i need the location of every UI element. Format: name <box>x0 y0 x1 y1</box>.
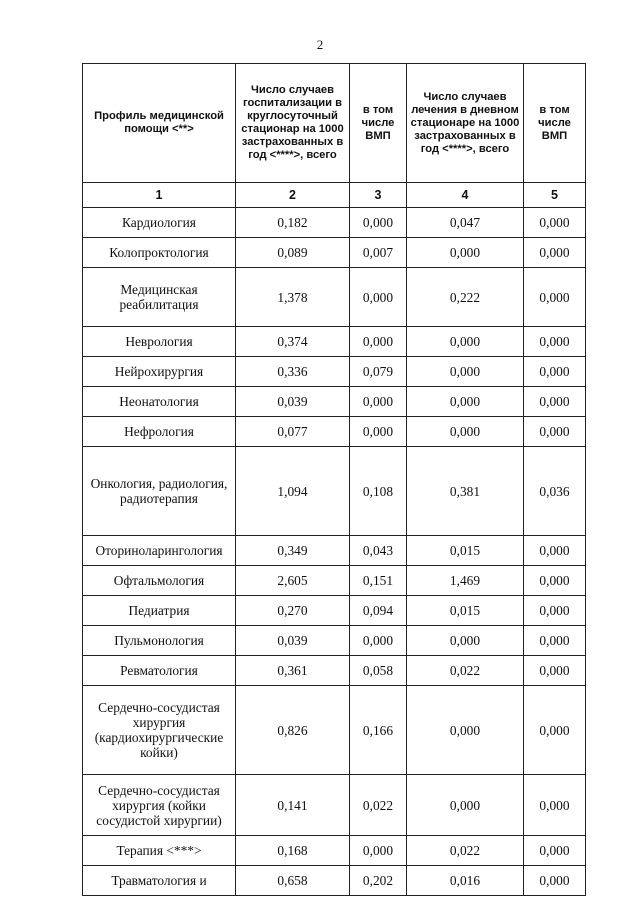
table-row <box>83 357 586 387</box>
cell-profile: Кардиология <box>83 208 236 238</box>
cell-profile: Пульмонология <box>83 626 236 656</box>
cell-profile: Педиатрия <box>83 596 236 626</box>
cell-value: 0,000 <box>407 327 524 357</box>
page-number: 2 <box>316 37 324 52</box>
header-hospital-cases: Число случаев госпитализации в круглосуточный стационар на 1000 застрахованных в год <****>, всего <box>236 64 350 183</box>
cell-value: 1,094 <box>236 447 350 536</box>
cell-value: 0,000 <box>350 836 407 866</box>
cell-value: 0,000 <box>524 327 586 357</box>
cell-value: 0,022 <box>407 836 524 866</box>
cell-value: 0,361 <box>236 656 350 686</box>
table-row <box>83 566 586 596</box>
cell-value: 0,374 <box>236 327 350 357</box>
column-number: 3 <box>350 183 407 208</box>
column-number: 2 <box>236 183 350 208</box>
cell-value: 0,000 <box>407 686 524 775</box>
table-row <box>83 268 586 327</box>
cell-value: 0,000 <box>524 238 586 268</box>
cell-profile: Сердечно-сосудистая хирургия (койки сосудистой хирургии) <box>83 775 236 836</box>
cell-profile: Неврология <box>83 327 236 357</box>
cell-value: 0,658 <box>236 866 350 896</box>
cell-profile: Колопроктология <box>83 238 236 268</box>
cell-value: 0,000 <box>407 775 524 836</box>
cell-value: 0,141 <box>236 775 350 836</box>
column-number-row <box>83 183 586 208</box>
cell-value: 0,000 <box>524 836 586 866</box>
cell-value: 0,043 <box>350 536 407 566</box>
table-row <box>83 596 586 626</box>
cell-value: 0,000 <box>524 387 586 417</box>
cell-value: 0,000 <box>524 626 586 656</box>
table-row <box>83 387 586 417</box>
cell-value: 0,151 <box>350 566 407 596</box>
cell-value: 0,336 <box>236 357 350 387</box>
table-row <box>83 447 586 536</box>
cell-profile: Сердечно-сосудистая хирургия (кардиохирургические койки) <box>83 686 236 775</box>
header-day-cases: Число случаев лечения в дневном стационаре на 1000 застрахованных в год <****>, всего <box>407 64 524 183</box>
cell-value: 1,378 <box>236 268 350 327</box>
cell-value: 0,000 <box>407 357 524 387</box>
cell-profile: Травматология и <box>83 866 236 896</box>
cell-value: 0,000 <box>524 596 586 626</box>
cell-profile: Терапия <***> <box>83 836 236 866</box>
cell-value: 0,015 <box>407 596 524 626</box>
cell-value: 0,108 <box>350 447 407 536</box>
cell-value: 1,469 <box>407 566 524 596</box>
table-row <box>83 238 586 268</box>
column-number: 1 <box>83 183 236 208</box>
cell-value: 0,036 <box>524 447 586 536</box>
cell-value: 0,168 <box>236 836 350 866</box>
cell-value: 0,826 <box>236 686 350 775</box>
cell-value: 0,000 <box>524 566 586 596</box>
cell-value: 0,202 <box>350 866 407 896</box>
cell-value: 0,000 <box>524 536 586 566</box>
cell-value: 0,000 <box>524 656 586 686</box>
cell-value: 0,077 <box>236 417 350 447</box>
cell-value: 0,058 <box>350 656 407 686</box>
cell-profile: Ревматология <box>83 656 236 686</box>
cell-profile: Нейрохирургия <box>83 357 236 387</box>
table-row <box>83 327 586 357</box>
statistics-table <box>82 63 586 896</box>
cell-value: 0,089 <box>236 238 350 268</box>
cell-value: 0,000 <box>350 387 407 417</box>
table-row <box>83 536 586 566</box>
cell-value: 0,000 <box>524 357 586 387</box>
header-hospital-vmp: в том числе ВМП <box>350 64 407 183</box>
cell-value: 0,039 <box>236 626 350 656</box>
cell-value: 0,094 <box>350 596 407 626</box>
table-row <box>83 208 586 238</box>
cell-value: 0,000 <box>524 866 586 896</box>
cell-value: 0,016 <box>407 866 524 896</box>
column-number: 4 <box>407 183 524 208</box>
cell-value: 0,000 <box>350 417 407 447</box>
cell-value: 0,000 <box>524 208 586 238</box>
cell-value: 0,270 <box>236 596 350 626</box>
cell-value: 0,000 <box>407 387 524 417</box>
cell-value: 0,182 <box>236 208 350 238</box>
cell-value: 0,000 <box>407 417 524 447</box>
header-day-vmp: в том числе ВМП <box>524 64 586 183</box>
cell-value: 0,381 <box>407 447 524 536</box>
cell-profile: Медицинская реабилитация <box>83 268 236 327</box>
table-row <box>83 836 586 866</box>
cell-value: 0,000 <box>350 208 407 238</box>
header-row <box>83 64 586 183</box>
cell-value: 0,015 <box>407 536 524 566</box>
table-row <box>83 686 586 775</box>
cell-value: 2,605 <box>236 566 350 596</box>
cell-profile: Офтальмология <box>83 566 236 596</box>
cell-value: 0,022 <box>407 656 524 686</box>
cell-value: 0,166 <box>350 686 407 775</box>
cell-value: 0,000 <box>524 417 586 447</box>
cell-value: 0,039 <box>236 387 350 417</box>
cell-value: 0,000 <box>524 686 586 775</box>
cell-profile: Оториноларингология <box>83 536 236 566</box>
cell-value: 0,349 <box>236 536 350 566</box>
cell-value: 0,222 <box>407 268 524 327</box>
cell-value: 0,000 <box>524 268 586 327</box>
cell-value: 0,000 <box>407 626 524 656</box>
cell-value: 0,000 <box>350 268 407 327</box>
cell-value: 0,000 <box>350 626 407 656</box>
cell-value: 0,000 <box>407 238 524 268</box>
cell-profile: Онкология, радиология, радиотерапия <box>83 447 236 536</box>
table-row <box>83 626 586 656</box>
column-number: 5 <box>524 183 586 208</box>
table-row <box>83 656 586 686</box>
table-row <box>83 866 586 896</box>
cell-value: 0,000 <box>350 327 407 357</box>
cell-profile: Нефрология <box>83 417 236 447</box>
cell-value: 0,007 <box>350 238 407 268</box>
cell-value: 0,022 <box>350 775 407 836</box>
table-body <box>83 208 586 896</box>
cell-profile: Неонатология <box>83 387 236 417</box>
table-row <box>83 775 586 836</box>
cell-value: 0,047 <box>407 208 524 238</box>
cell-value: 0,079 <box>350 357 407 387</box>
cell-value: 0,000 <box>524 775 586 836</box>
table-row <box>83 417 586 447</box>
header-profile: Профиль медицинской помощи <**> <box>83 64 236 183</box>
